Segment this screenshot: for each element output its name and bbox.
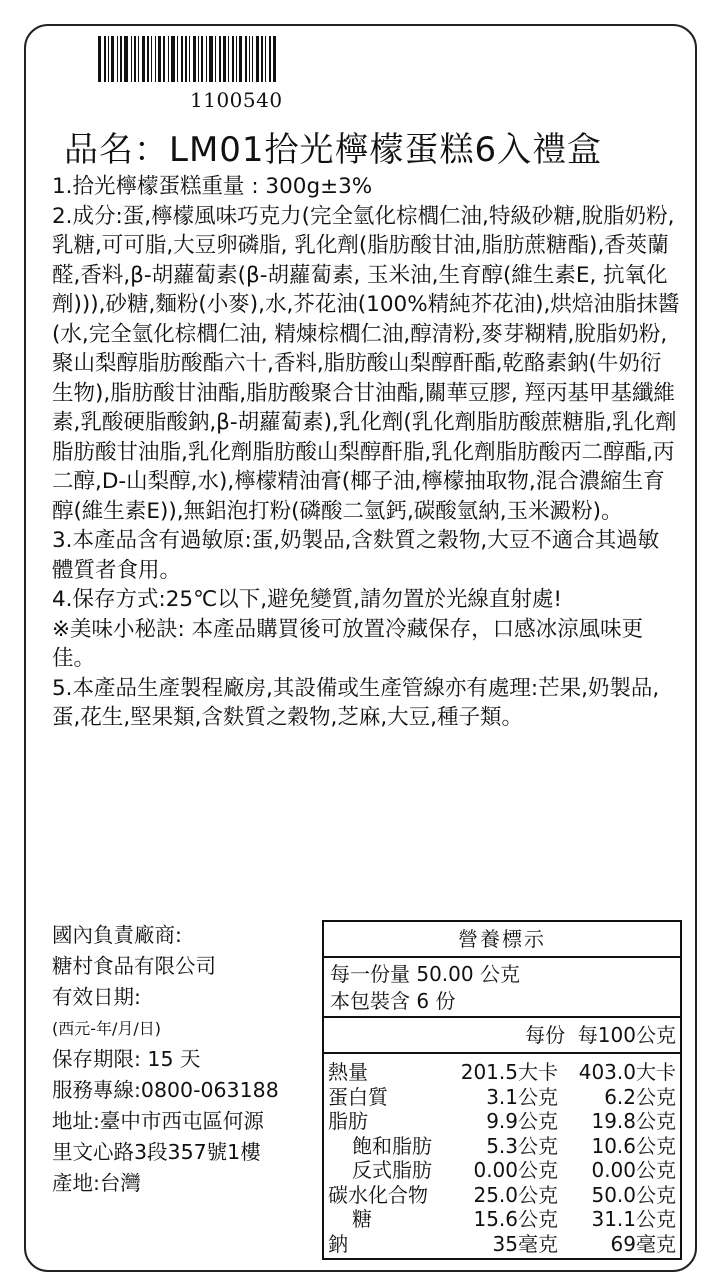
nutrition-header [324, 1018, 680, 1054]
barcode-bar [239, 36, 242, 82]
barcode-bar [252, 36, 253, 82]
origin: 產地:台灣 [52, 1171, 141, 1195]
barcode-bar [245, 36, 247, 82]
paragraph-facility: 5.本產品生產製程廠房,其設備或生產管線亦有處理:芒果,奶製品,蛋,花生,堅果類,含麩質之穀物,芝麻,大豆,種子類。 [52, 675, 660, 730]
nutrition-row [324, 1134, 680, 1159]
barcode-bar [228, 36, 229, 82]
nutrient-per-serving: 25.0公克 [473, 1182, 558, 1207]
barcode-bar [209, 36, 213, 82]
barcode-bar [201, 36, 203, 82]
barcode-bar [98, 36, 101, 82]
paragraph-ingredients: 2.成分:蛋,檸檬風味巧克力(完全氫化棕櫚仁油,特級砂糖,脫脂奶粉,乳糖,可可脂,大豆卵磷脂, 乳化劑(脂肪酸甘油,脂肪蔗糖酯),香莢蘭醛,香料,β-胡蘿蔔素(β-胡蘿蔔素, 玉米油,生育醇(維生素E, 抗氧化劑))),砂糖,麵粉(小麥),水,芥花油(100%精純芥花油),烘焙油脂抹醬(水,完全氫化棕櫚仁油, 精煉棕櫚仁油,醇清粉,麥芽糊精,脫脂奶粉,聚山梨醇脂肪酸酯六十,香料,脂肪酸山梨醇酐酯,乾酪素鈉(牛奶衍生物),脂肪酸甘油酯,脂肪酸聚合甘油酯,關華豆膠, 羥丙基甲基纖維素,乳酸硬脂酸鈉,β-胡蘿蔔素),乳化劑(乳化劑脂肪酸蔗糖脂,乳化劑脂肪酸甘油脂,乳化劑脂肪酸山梨醇酐脂,乳化劑脂肪酸丙二醇酯,丙二醇,D-山梨醇,水),檸檬精油膏(椰子油,檸檬抽取物,混合濃縮生育醇(維生素E)),無鋁泡打粉(磷酸二氫鈣,碳酸氫納,玉米澱粉)。 [52, 203, 680, 524]
barcode-bar [120, 36, 122, 82]
serving-info [324, 958, 680, 1018]
barcode-bar [236, 36, 237, 82]
serving-size: 每一份量 50.00 公克 [330, 962, 520, 986]
barcode-bar [104, 36, 106, 82]
nutrient-name: 飽和脂肪 [352, 1133, 432, 1158]
shelf-life: 保存期限: 15 天 [52, 1047, 201, 1071]
nutrient-per-100g: 10.6公克 [591, 1133, 676, 1158]
barcode-bar [265, 36, 266, 82]
nutrition-row [324, 1207, 680, 1232]
barcode-bar [158, 36, 161, 82]
nutrient-per-100g: 69毫克 [610, 1231, 676, 1256]
nutrient-per-100g: 0.00公克 [591, 1158, 676, 1182]
nutrition-row [324, 1232, 680, 1257]
expiry-format: (西元-年/月/日) [52, 1019, 162, 1038]
nutrient-name: 熱量 [328, 1060, 368, 1084]
address-line-1: 地址:臺中市西屯區何源 [52, 1109, 264, 1133]
barcode-bar [215, 36, 216, 82]
col-per-serving: 每份 [525, 1023, 566, 1047]
paragraph-allergens: 3.本產品含有過敏原:蛋,奶製品,含麩質之穀物,大豆不適合其過敏體質者食用。 [52, 528, 660, 583]
nutrient-per-100g: 31.1公克 [591, 1207, 676, 1231]
barcode-bar [273, 36, 276, 82]
barcode-bar [142, 36, 145, 82]
barcode-bar [134, 36, 136, 82]
nutrition-row [324, 1109, 680, 1134]
nutrient-name: 脂肪 [328, 1109, 368, 1133]
barcode-bar [163, 36, 165, 82]
nutrient-name: 糖 [352, 1207, 372, 1231]
barcode-bar [181, 36, 183, 82]
barcode-bar [147, 36, 149, 82]
nutrition-rows [324, 1054, 680, 1256]
barcode-bar [189, 36, 190, 82]
barcode-bar [124, 36, 128, 82]
nutrient-per-serving: 15.6公克 [473, 1207, 558, 1231]
expiry-label: 有效日期: [52, 985, 141, 1009]
manufacturer-name: 糖村食品有限公司 [52, 954, 216, 978]
nutrient-name: 反式脂肪 [352, 1158, 432, 1182]
barcode-bar [117, 36, 118, 82]
barcode-bar [232, 36, 234, 82]
barcode-bar [177, 36, 178, 82]
nutrition-row [324, 1183, 680, 1208]
nutrient-per-100g: 19.8公克 [591, 1109, 676, 1133]
barcode-bar [219, 36, 221, 82]
nutrient-per-100g: 6.2公克 [604, 1084, 676, 1109]
nutrient-per-serving: 0.00公克 [473, 1158, 558, 1182]
service-hotline: 服務專線:0800-063188 [52, 1078, 279, 1102]
nutrient-per-serving: 9.9公克 [486, 1109, 558, 1133]
manufacturer-info [52, 920, 322, 1199]
barcode-bar [198, 36, 199, 82]
barcode-bar [223, 36, 226, 82]
barcode-bar [249, 36, 250, 82]
nutrient-per-serving: 5.3公克 [486, 1133, 558, 1158]
nutrient-name: 鈉 [328, 1231, 348, 1256]
manufacturer-label: 國內負責廠商: [52, 923, 182, 947]
barcode-bar [131, 36, 132, 82]
nutrition-table [322, 920, 682, 1260]
barcode-bar [155, 36, 156, 82]
label-body [52, 172, 680, 733]
address-line-2: 里文心路3段357號1樓 [52, 1140, 261, 1164]
nutrient-per-serving: 3.1公克 [486, 1084, 558, 1109]
nutrition-row [324, 1060, 680, 1085]
barcode-bar [256, 36, 259, 82]
nutrition-row [324, 1085, 680, 1110]
servings-per-package: 本包裝含 6 份 [330, 989, 456, 1013]
barcode-bar [193, 36, 196, 82]
barcode-bar [185, 36, 187, 82]
barcode-bar [261, 36, 263, 82]
nutrient-per-100g: 403.0大卡 [578, 1060, 676, 1084]
barcode-bar [138, 36, 139, 82]
barcode-bar [171, 36, 175, 82]
barcode-bar [108, 36, 109, 82]
paragraph-storage: 4.保存方式:25℃以下,避免變質,請勿置於光線直射處! [52, 587, 563, 612]
nutrient-per-100g: 50.0公克 [591, 1182, 676, 1207]
nutrient-name: 蛋白質 [328, 1084, 388, 1109]
col-per-100g: 每100公克 [577, 1023, 676, 1047]
product-title: 品名：LM01拾光檸檬蛋糕6入禮盒 [64, 130, 603, 170]
nutrition-row [324, 1158, 680, 1183]
paragraph-weight: 1.拾光檸檬蛋糕重量 : 300g±3% [52, 174, 373, 199]
barcode-number: 1100540 [190, 88, 283, 112]
nutrient-name: 碳水化合物 [328, 1182, 428, 1207]
barcode-bar [206, 36, 207, 82]
barcode-bar [269, 36, 271, 82]
nutrient-per-serving: 35毫克 [492, 1231, 558, 1256]
nutrition-title: 營養標示 [324, 922, 680, 958]
barcode-bar [151, 36, 152, 82]
barcode [98, 36, 368, 82]
nutrient-per-serving: 201.5大卡 [460, 1060, 558, 1084]
paragraph-tip: ※美味小秘訣: 本產品購買後可放置冷藏保存，口感冰涼風味更佳。 [52, 616, 644, 671]
barcode-bar [111, 36, 114, 82]
barcode-bar [168, 36, 169, 82]
